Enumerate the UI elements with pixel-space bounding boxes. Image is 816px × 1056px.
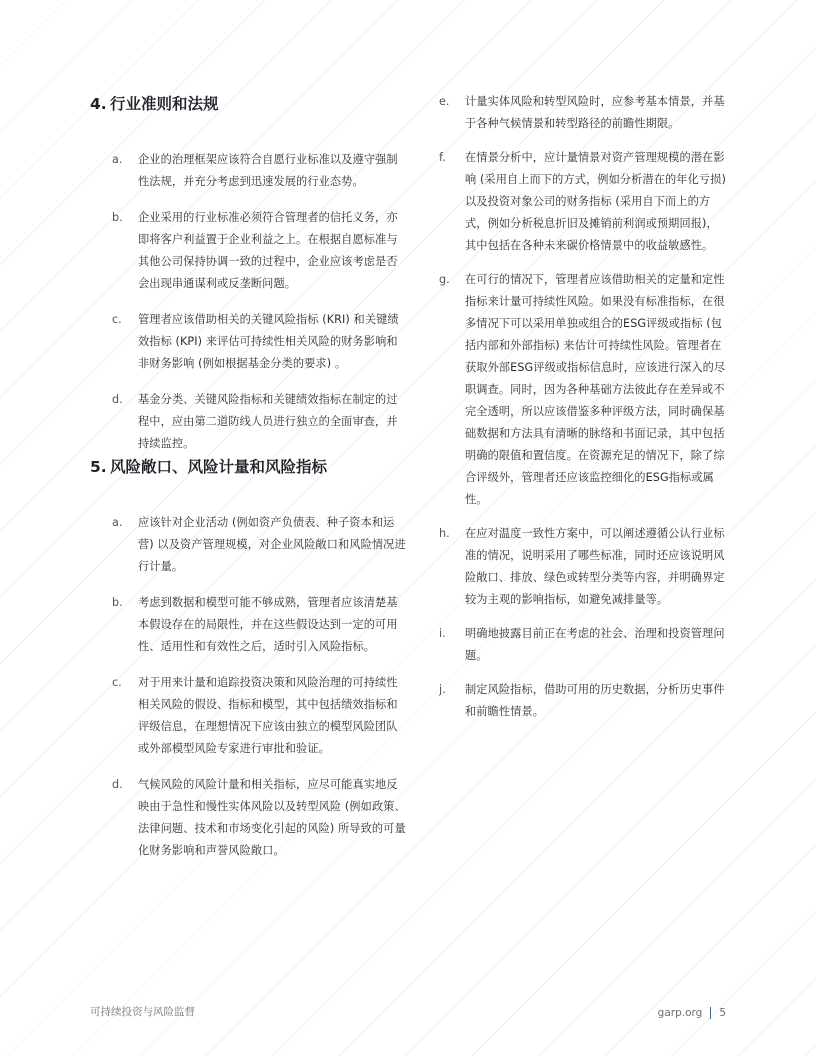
section-4-title: 行业准则和法规 (110, 95, 219, 113)
list-item (90, 774, 408, 862)
footer-divider (710, 1007, 711, 1019)
list-item (90, 309, 408, 375)
list-item-text: 在应对温度一致性方案中，可以阐述遵循公认行业标准的情况，说明采用了哪些标准，同时还应该说明风险敞口、排放、绿色或转型分类等内容，并明确界定较为主观的影响指标，如避免减排量等。 (465, 527, 725, 606)
list-item (90, 512, 408, 578)
list-item (439, 91, 729, 135)
list-item-marker: a. (112, 153, 123, 166)
list-item (90, 149, 408, 193)
list-item-marker: b. (112, 596, 123, 609)
left-column (90, 92, 408, 862)
list-item-text: 应该针对企业活动 (例如资产负债表、种子资本和运营) 以及资产管理规模，对企业风险敞口和风险情况进行计量。 (138, 516, 406, 573)
list-item-marker: i. (439, 627, 446, 640)
footer-site-link[interactable]: garp.org (657, 1007, 703, 1019)
list-item (90, 592, 408, 658)
list-item (439, 679, 729, 723)
list-item (90, 672, 408, 760)
right-column (439, 91, 729, 735)
list-item-marker: c. (112, 676, 122, 689)
page-number: 5 (719, 1007, 726, 1019)
list-item-marker: e. (439, 95, 450, 108)
list-item-text: 企业的治理框架应该符合自愿行业标准以及遵守强制性法规，并充分考虑到迅速发展的行业态势。 (138, 153, 398, 188)
list-item-marker: g. (439, 273, 450, 286)
section-5-heading (90, 455, 408, 479)
section-5-list (90, 512, 408, 862)
list-item-marker: c. (112, 313, 122, 326)
list-item-text: 在可行的情况下，管理者应该借助相关的定量和定性指标来计量可持续性风险。如果没有标准指标，在很多情况下可以采用单独或组合的ESG评级或指标 (包括内部和外部指标) 来估计可持续性风险。管理者在获取外部ESG评级或指标信息时，应该进行深入的尽职调查。同时，因为各种基础方法彼此存在差异或不完全透明，所以应该借鉴多种评级方法，同时确保基础数据和方法具有清晰的脉络和书面记录，其中包括明确的限值和置信度。在资源充足的情况下，除了综合评级外，管理者还应该监控细化的ESG指标或属性。 (465, 273, 726, 506)
list-item-text: 考虑到数据和模型可能不够成熟，管理者应该清楚基本假设存在的局限性，并在这些假设达到一定的可用性、适用性和有效性之后，适时引入风险指标。 (138, 596, 398, 653)
list-item-text: 基金分类、关键风险指标和关键绩效指标在制定的过程中，应由第二道防线人员进行独立的全面审查，并持续监控。 (138, 393, 398, 450)
list-item-marker: h. (439, 527, 450, 540)
list-item (439, 523, 729, 611)
list-item-text: 气候风险的风险计量和相关指标，应尽可能真实地反映由于急性和慢性实体风险以及转型风险 (例如政策、法律问题、技术和市场变化引起的风险) 所导致的可量化财务影响和声誉风险敞口。 (138, 778, 406, 857)
section-5-title: 风险敞口、风险计量和风险指标 (110, 458, 328, 476)
footer-document-title: 可持续投资与风险监督 (90, 1006, 195, 1018)
list-item (439, 147, 729, 257)
section-4-heading (90, 92, 408, 116)
list-item-text: 计量实体风险和转型风险时，应参考基本情景，并基于各种气候情景和转型路径的前瞻性期限。 (465, 95, 725, 130)
list-item (90, 207, 408, 295)
list-item (439, 269, 729, 511)
list-item-marker: a. (112, 516, 123, 529)
list-item-text: 对于用来计量和追踪投资决策和风险治理的可持续性相关风险的假设、指标和模型，其中包括绩效指标和评级信息，在理想情况下应该由独立的模型风险团队或外部模型风险专家进行审批和验证。 (138, 676, 398, 755)
list-item-text: 制定风险指标，借助可用的历史数据，分析历史事件和前瞻性情景。 (465, 683, 725, 718)
footer-right (658, 1007, 726, 1019)
list-item-text: 企业采用的行业标准必须符合管理者的信托义务，亦即将客户利益置于企业利益之上。在根据自愿标准与其他公司保持协调一致的过程中，企业应该考虑是否会出现串通谋利或反垄断问题。 (138, 211, 398, 290)
list-item-text: 管理者应该借助相关的关键风险指标 (KRI) 和关键绩效指标 (KPI) 来评估可持续性相关风险的财务影响和非财务影响 (例如根据基金分类的要求) 。 (138, 313, 399, 370)
section-4-list (90, 149, 408, 455)
list-item-marker: d. (112, 393, 123, 406)
list-item-marker: b. (112, 211, 123, 224)
section-5-list-continued (439, 91, 729, 723)
list-item (439, 623, 729, 667)
list-item-marker: d. (112, 778, 123, 791)
list-item-marker: j. (439, 683, 446, 696)
list-item-text: 在情景分析中，应计量情景对资产管理规模的潜在影响 (采用自上而下的方式，例如分析潜在的年化亏损) 以及投资对象公司的财务指标 (采用自下而上的方式，例如分析税息折旧及摊销前利润或预期回报)，其中包括在各种未来碳价格情景中的收益敏感性。 (465, 151, 726, 252)
section-5-number: 5. (90, 458, 107, 476)
list-item-text: 明确地披露目前正在考虑的社会、治理和投资管理问题。 (465, 627, 725, 662)
list-item-marker: f. (439, 151, 446, 164)
section-4-number: 4. (90, 95, 107, 113)
list-item (90, 389, 408, 455)
